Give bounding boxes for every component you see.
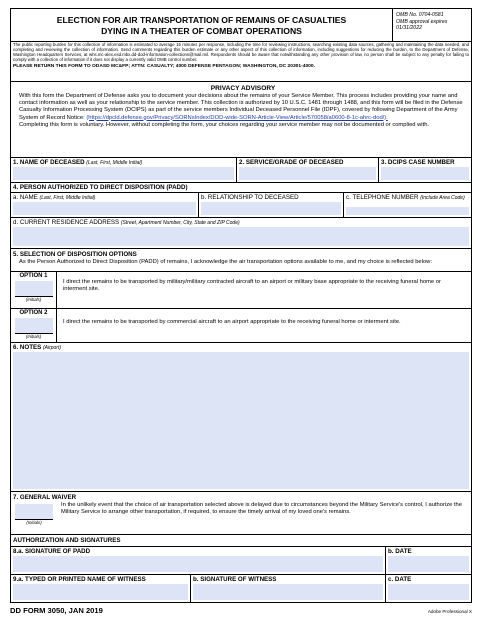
option-1-initials-cell	[11, 272, 57, 308]
option-2-initials-label: (Initials)	[25, 334, 42, 339]
row-witness	[11, 574, 471, 602]
label-padd-name: a. NAME (Last, First, Middle Initial)	[13, 194, 96, 201]
option-2-initials-input[interactable]	[15, 318, 53, 334]
input-dcips-case-number[interactable]	[381, 167, 469, 180]
input-address[interactable]	[13, 227, 469, 246]
field-name-of-deceased	[11, 158, 237, 182]
option-1-initials-input[interactable]	[15, 281, 53, 297]
section-5-heading	[11, 248, 471, 271]
option-2-label: OPTION 2	[19, 310, 48, 316]
privacy-sorn-link[interactable]: (https://dpcld.defense.gov/Privacy/SORNsIndex/DOD-wide-SORN-Article-View/Article/570058/a0600-8-1c-ahrc-dod/).	[86, 114, 388, 121]
label-relationship: b. RELATIONSHIP TO DECEASED	[201, 194, 299, 201]
omb-date: 01/31/2022	[396, 25, 422, 32]
waiver-initials-input[interactable]	[15, 504, 53, 520]
label-service-grade: 2. SERVICE/GRADE OF DECEASED	[239, 159, 344, 166]
input-witness-signature[interactable]	[193, 584, 383, 600]
section-5-intro: As the Person Authorized to Direct Disposition (PADD) of remains, I acknowledge the air transportation options available to me, and my choice is reflected below:	[19, 259, 432, 265]
form-title	[11, 9, 393, 41]
input-name-of-deceased[interactable]	[13, 167, 234, 180]
input-service-grade[interactable]	[239, 167, 376, 180]
form-footer	[10, 606, 472, 615]
burden-text: The public reporting burden for this collection of information is estimated to average 15 minutes per response, including the time for reviewing instructions, searching existing data sources, gathering and maintaining the data needed, and completing and reviewing the collection of information. Send comments regarding this burden estimate or any other aspect of this collection of information, including suggestions for reducing the burden, to the Department of Defense, Washington Headquarters Services, at whs.mc-alex.esd.mbx.dd-dod-information-collections@mail.mil. Respondents should be aware that notwithstanding any other provision of law, no person shall be subject to any penalty for failing to comply with a collection of information if it does not display a currently valid OMB control number.	[13, 42, 469, 62]
label-name-of-deceased: 1. NAME OF DECEASED (Last, First, Middle Initial)	[13, 159, 143, 166]
privacy-heading: PRIVACY ADVISORY	[210, 85, 276, 92]
label-notes: 6. NOTES (Airport)	[13, 344, 62, 351]
field-padd-name	[11, 193, 199, 217]
privacy-advisory	[11, 81, 471, 157]
label-witness-signature: b. SIGNATURE OF WITNESS	[193, 576, 277, 583]
field-relationship	[199, 193, 344, 217]
form-sheet	[10, 8, 472, 603]
omb-number: OMB No. 0704-0581	[396, 12, 444, 18]
form-page	[10, 8, 472, 615]
field-witness-name	[11, 575, 191, 602]
field-witness-date	[386, 575, 471, 602]
omb-block	[393, 9, 471, 41]
label-telephone: c. TELEPHONE NUMBER (Include Area Code)	[346, 194, 465, 201]
input-padd-signature[interactable]	[13, 556, 383, 572]
input-relationship[interactable]	[201, 202, 341, 215]
form-header	[11, 9, 471, 41]
omb-approval: OMB approval expires	[396, 18, 448, 25]
label-witness-name: 9.a. TYPED OR PRINTED NAME OF WITNESS	[13, 576, 146, 583]
field-witness-signature	[191, 575, 386, 602]
auth-heading-row	[11, 534, 471, 546]
label-padd-date: b. DATE	[388, 548, 412, 555]
row-option-2	[11, 308, 471, 342]
section-7-body	[11, 502, 471, 526]
field-padd-signature	[11, 547, 386, 574]
field-notes	[11, 343, 471, 491]
input-telephone[interactable]	[346, 207, 469, 215]
label-padd-signature: 8.a. SIGNATURE OF PADD	[13, 548, 91, 555]
label-address: d. CURRENT RESIDENCE ADDRESS (Street, Apartment Number, City, State and ZIP Code)	[13, 219, 240, 226]
privacy-paragraph	[19, 93, 467, 122]
software-note: Adobe Professional X	[427, 609, 472, 614]
section-7	[11, 491, 471, 534]
waiver-initials-cell	[11, 502, 57, 526]
label-section-7: 7. GENERAL WAIVER	[13, 494, 77, 501]
input-padd-name[interactable]	[13, 202, 196, 215]
row-deceased	[11, 157, 471, 182]
privacy-text: With this form the Department of Defense asks you to document your decisions about the remains of your Service Member. This process includes providing your name and contact information as well as your relationship to the service member. This collection is authorized by 10 U.S.C. 1481 through 1488, and this form will be filed in the Defense Casualty Information Processing System (DCIPS) as part of the service members Individual Deceased Personnel File (IDPF), covered by following Department of the Army System of Record Notice:	[19, 93, 463, 121]
field-padd-date	[386, 547, 471, 574]
label-witness-date: c. DATE	[388, 576, 412, 583]
label-section-5: 5. SELECTION OF DISPOSITION OPTIONS	[13, 251, 137, 258]
option-2-initials-cell	[11, 309, 57, 342]
input-witness-date[interactable]	[388, 584, 469, 600]
field-telephone	[344, 193, 471, 217]
return-address: PLEASE RETURN THIS FORM TO ODASD MC&FP; ATTN: CASUALTY; 4000 DEFENSE PENTAGON; WASHINGTON, DC 20301-4000.	[13, 63, 315, 69]
form-id: DD FORM 3050, JAN 2019	[10, 606, 103, 615]
row-padd-details	[11, 192, 471, 217]
row-padd-signature	[11, 546, 471, 574]
row-padd-heading	[11, 182, 471, 192]
field-service-grade	[237, 158, 379, 182]
label-dcips-case-number: 3. DCIPS CASE NUMBER	[381, 159, 455, 166]
label-padd: 4. PERSON AUTHORIZED TO DIRECT DISPOSITION (PADD)	[13, 184, 188, 191]
label-authorization: AUTHORIZATION AND SIGNATURES	[13, 537, 121, 544]
option-1-initials-label: (Initials)	[25, 297, 42, 302]
option-1-label: OPTION 1	[19, 273, 48, 279]
field-dcips-case-number	[379, 158, 471, 182]
input-padd-date[interactable]	[388, 556, 469, 572]
privacy-voluntary: Completing this form is voluntary. However, without completing the form, your choices regarding your service member may not be documented or complied with.	[19, 121, 430, 128]
field-address	[11, 218, 471, 248]
row-address	[11, 217, 471, 248]
option-1-text: I direct the remains to be transported by military/military contracted aircraft to an airport or military base appropriate to the receiving funeral home or interment site.	[63, 279, 441, 293]
input-notes[interactable]	[13, 352, 469, 489]
row-option-1	[11, 271, 471, 308]
row-notes	[11, 342, 471, 491]
option-2-text: I direct the remains to be transported by commercial aircraft to an airport appropriate to the receiving funeral home or interment site.	[63, 319, 401, 325]
form-title-line1: ELECTION FOR AIR TRANSPORTATION OF REMAINS OF CASUALTIES	[56, 15, 347, 25]
input-witness-name[interactable]	[13, 584, 188, 600]
waiver-text: In the unlikely event that the choice of air transportation selected above is delayed due to circumstances beyond the Military Service's control, I authorize the Military Service to arrange other transportation, if required, to ensure the timely arrival of my loved one's remains.	[61, 502, 462, 516]
burden-statement	[11, 41, 471, 81]
form-title-line2: DYING IN A THEATER OF COMBAT OPERATIONS	[101, 25, 302, 36]
waiver-initials-label: (Initials)	[26, 520, 42, 525]
